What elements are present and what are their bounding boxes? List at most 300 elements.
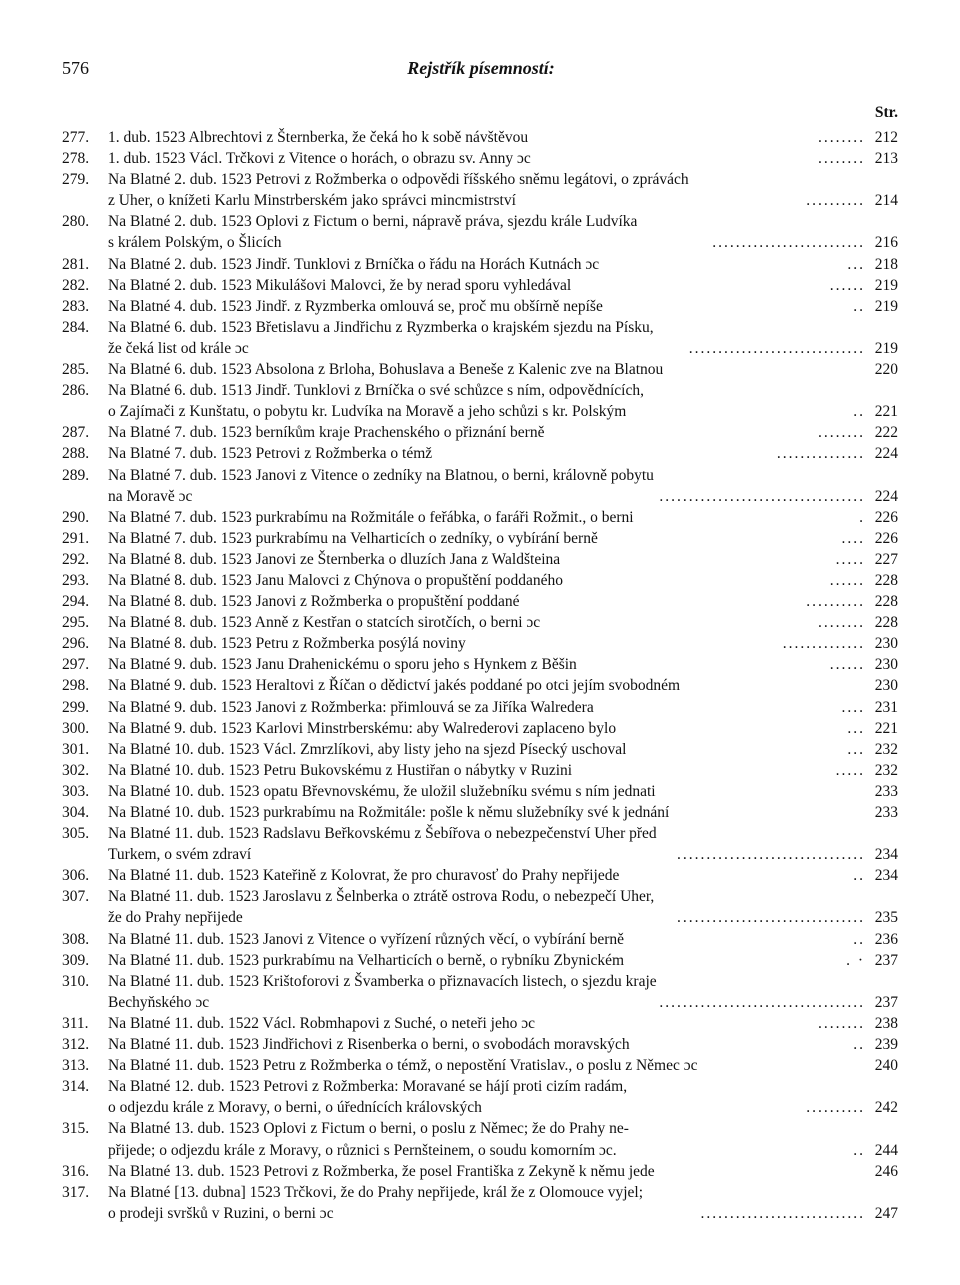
- entry-text: Na Blatné 9. dub. 1523 Karlovi Minstrberskému: aby Walrederovi zaplaceno bylo: [108, 719, 617, 737]
- page-reference: 230: [874, 635, 898, 653]
- entry-line: [108, 401, 898, 422]
- dot-leader: ..........: [806, 1099, 865, 1117]
- entry-text: Na Blatné 11. dub. 1523 Jindřichovi z Risenberka o berni, o svobodách moravských: [108, 1036, 630, 1054]
- page-reference: 227: [874, 550, 898, 568]
- dot-leader: ................................: [677, 909, 865, 927]
- dot-leader: [654, 317, 898, 338]
- entry-number: 289.: [62, 466, 90, 484]
- page-reference: 224: [874, 445, 898, 463]
- entry-line: [108, 549, 898, 570]
- entry-text: že čeká list od krále ɔc: [108, 339, 249, 357]
- entry-number: 298.: [62, 677, 90, 695]
- entry-text: Na Blatné 10. dub. 1523 opatu Břevnovskému, že uložil služebníku svému s ním jednati: [108, 782, 656, 800]
- page-reference: 234: [874, 867, 898, 885]
- page-reference: 222: [874, 424, 898, 442]
- entry-number: 310.: [62, 972, 90, 990]
- entry-text: 1. dub. 1523 Albrechtovi z Šternberka, že čeká ho k sobě návštěvou: [108, 129, 529, 146]
- register-entry: [62, 570, 898, 591]
- entry-number: 295.: [62, 614, 90, 632]
- page-reference: 219: [874, 297, 898, 315]
- dot-leader: ........: [818, 129, 865, 146]
- entry-number: 301.: [62, 740, 90, 758]
- entry-line: [108, 570, 898, 591]
- register-entry: [62, 1034, 898, 1055]
- register-entry: [62, 1055, 898, 1076]
- page-reference: 228: [874, 593, 898, 611]
- page-reference: 232: [874, 740, 898, 758]
- entry-number: 307.: [62, 888, 90, 906]
- entry-body: [108, 718, 898, 739]
- entry-text: Na Blatné 2. dub. 1523 Mikulášovi Malovci, že by nerad sporu vyhledával: [108, 276, 572, 294]
- entry-line: [108, 380, 898, 401]
- entry-line: [108, 633, 898, 654]
- dot-leader: ......: [829, 276, 865, 294]
- entry-line: [108, 148, 898, 169]
- entry-number: 315.: [62, 1120, 90, 1138]
- entry-number: 302.: [62, 761, 90, 779]
- entry-text: o odjezdu krále z Moravy, o berni, o úřednících královských: [108, 1099, 482, 1117]
- entry-body: [108, 1118, 898, 1160]
- dot-leader: [654, 465, 898, 486]
- entry-line: [108, 507, 898, 528]
- entry-number: 292.: [62, 550, 90, 568]
- page-reference: 216: [874, 234, 898, 252]
- page-reference: 224: [874, 487, 898, 505]
- entry-body: [108, 675, 898, 696]
- register-entry: [62, 633, 898, 654]
- entry-line: [108, 254, 898, 275]
- entry-number: 279.: [62, 171, 90, 189]
- entry-line: [108, 929, 898, 950]
- entry-line: [108, 992, 898, 1013]
- register-entry: [62, 697, 898, 718]
- page-column-label: Str.: [874, 104, 898, 121]
- dot-leader: [669, 802, 865, 823]
- dot-leader: ..............................: [688, 339, 865, 357]
- entry-text: Na Blatné 6. dub. 1523 Absolona z Brloha, Bohuslava a Beneše z Kalenic zve na Blatnou: [108, 361, 664, 379]
- entry-text: přijede; o odjezdu krále z Moravy, o různici s Pernšteinem, o soudu komorním ɔc.: [108, 1141, 617, 1159]
- entry-body: [108, 380, 898, 422]
- entry-body: [108, 465, 898, 507]
- dot-leader: [643, 1182, 898, 1203]
- entry-text: Na Blatné 8. dub. 1523 Janovi z Rožmberka o propuštění poddané: [108, 593, 520, 611]
- register-entry: [62, 886, 898, 928]
- dot-leader: [644, 380, 898, 401]
- dot-leader: [680, 675, 865, 696]
- page-reference: 226: [874, 508, 898, 526]
- entry-line: [108, 1203, 898, 1224]
- entry-line: [108, 528, 898, 549]
- entry-body: [108, 802, 898, 823]
- entry-number: 314.: [62, 1078, 90, 1096]
- page-reference: 239: [874, 1036, 898, 1054]
- entry-text: Na Blatné 4. dub. 1523 Jindř. z Ryzmberka omlouvá se, proč mu obšírně nepíše: [108, 297, 603, 315]
- entry-line: [108, 739, 898, 760]
- dot-leader: [663, 359, 865, 380]
- register-entry: [62, 654, 898, 675]
- entry-text: Na Blatné 8. dub. 1523 Janovi ze Šternberka o dluzích Jana z Waldšteina: [108, 550, 561, 568]
- entry-number: 316.: [62, 1162, 90, 1180]
- entry-number: 280.: [62, 213, 90, 231]
- entry-line: [108, 1013, 898, 1034]
- entry-number: 313.: [62, 1057, 90, 1075]
- entry-line: [108, 950, 898, 971]
- entry-line: [108, 718, 898, 739]
- register-entry: [62, 1076, 898, 1118]
- entry-number: 291.: [62, 529, 90, 547]
- page-reference: 212: [874, 129, 898, 146]
- register-entry: [62, 950, 898, 971]
- register-entry: [62, 317, 898, 359]
- page-reference: 219: [874, 339, 898, 357]
- entry-body: [108, 1076, 898, 1118]
- entry-line: [108, 907, 898, 928]
- entry-body: [108, 127, 898, 148]
- register-entry: [62, 443, 898, 464]
- entry-line: [108, 422, 898, 443]
- register-entry: [62, 781, 898, 802]
- entry-line: [108, 675, 898, 696]
- entry-number: 285.: [62, 361, 90, 379]
- entry-body: [108, 507, 898, 528]
- dot-leader: ....: [841, 529, 865, 547]
- page-reference: 230: [874, 677, 898, 695]
- entry-text: o Zajímači z Kunštatu, o pobytu kr. Ludvíka na Moravě a jeho schůzi s kr. Polským: [108, 403, 627, 421]
- page-reference: 235: [874, 909, 898, 927]
- entry-text: Na Blatné 11. dub. 1523 Kateřině z Kolovrat, že pro churavosť do Prahy nepřijede: [108, 867, 620, 885]
- entry-line: [108, 760, 898, 781]
- entry-body: [108, 591, 898, 612]
- entry-text: Na Blatné 11. dub. 1523 Radslavu Beřkovskému z Šebířova o nebezpečenství Uher před: [108, 825, 657, 843]
- page-reference: 242: [874, 1099, 898, 1117]
- dot-leader: ..............: [782, 635, 865, 653]
- register-entry: [62, 169, 898, 211]
- entry-number: 305.: [62, 825, 90, 843]
- entry-body: [108, 886, 898, 928]
- entry-body: [108, 950, 898, 971]
- dot-leader: ...................................: [659, 993, 865, 1011]
- entry-body: [108, 929, 898, 950]
- entry-number: 281.: [62, 255, 90, 273]
- page-reference: 246: [874, 1162, 898, 1180]
- dot-leader: .....: [835, 550, 865, 568]
- entry-line: [108, 486, 898, 507]
- dot-leader: [627, 1076, 898, 1097]
- entry-text: Na Blatné 9. dub. 1523 Janu Drahenickému o sporu jeho s Hynkem z Běšin: [108, 656, 577, 674]
- entry-text: o prodeji svršků v Ruzini, o berni ɔc: [108, 1204, 334, 1222]
- entry-line: [108, 1118, 898, 1139]
- dot-leader: ...: [847, 740, 865, 758]
- dot-leader: ...................................: [659, 487, 865, 505]
- dot-leader: ..: [853, 867, 865, 885]
- page-reference: 228: [874, 571, 898, 589]
- register-entry: [62, 591, 898, 612]
- dot-leader: ........: [818, 424, 865, 442]
- entry-body: [108, 528, 898, 549]
- register-entry: [62, 1161, 898, 1182]
- entry-number: 306.: [62, 867, 90, 885]
- entry-line: [108, 1161, 898, 1182]
- entry-text: Na Blatné 6. dub. 1513 Jindř. Tunklovi z Brníčka o své schůzce s ním, odpovědnících,: [108, 382, 644, 400]
- entry-line: [108, 1076, 898, 1097]
- dot-leader: [689, 169, 898, 190]
- dot-leader: ..........: [806, 593, 865, 611]
- entry-text: Na Blatné 7. dub. 1523 purkrabímu na Velharticích o zedníky, o vybírání berně: [108, 529, 598, 547]
- register-entry: [62, 802, 898, 823]
- entry-body: [108, 317, 898, 359]
- register-entry: [62, 612, 898, 633]
- page-reference: 220: [874, 361, 898, 379]
- register-entry: [62, 971, 898, 1013]
- dot-leader: ........: [818, 150, 865, 168]
- entry-text: Na Blatné 9. dub. 1523 Janovi z Rožmberka: přimlouvá se za Jiříka Walredera: [108, 698, 594, 716]
- entry-text: Na Blatné 11. dub. 1523 purkrabímu na Velharticích o berně, o rybníku Zbynickém: [108, 951, 625, 969]
- page-reference: 233: [874, 782, 898, 800]
- entry-body: [108, 570, 898, 591]
- entry-number: 303.: [62, 782, 90, 800]
- entry-number: 278.: [62, 150, 90, 168]
- entry-text: Na Blatné 2. dub. 1523 Oplovi z Fictum o berni, nápravě práva, sjezdu krále Ludvíka: [108, 213, 638, 231]
- entry-body: [108, 1034, 898, 1055]
- page-reference: 240: [874, 1057, 898, 1075]
- entry-text: Na Blatné 7. dub. 1523 Janovi z Vitence o zedníky na Blatnou, o berni, královně pobytu: [108, 466, 654, 484]
- page-reference: 237: [874, 951, 898, 969]
- entry-body: [108, 612, 898, 633]
- entry-number: 312.: [62, 1036, 90, 1054]
- dot-leader: ..: [853, 930, 865, 948]
- page-reference: 228: [874, 614, 898, 632]
- dot-leader: ...............: [776, 445, 865, 463]
- dot-leader: [657, 823, 898, 844]
- entry-body: [108, 1182, 898, 1224]
- entry-line: [108, 211, 898, 232]
- entry-line: [108, 169, 898, 190]
- entry-number: 283.: [62, 297, 90, 315]
- entry-body: [108, 739, 898, 760]
- register-entry: [62, 739, 898, 760]
- entry-number: 293.: [62, 571, 90, 589]
- dot-leader: ...: [847, 255, 865, 273]
- register-entry: [62, 380, 898, 422]
- dot-leader: ..: [853, 403, 865, 421]
- entry-text: Na Blatné 8. dub. 1523 Anně z Kestřan o statcích sirotčích, o berni ɔc: [108, 614, 541, 632]
- entry-body: [108, 359, 898, 380]
- dot-leader: [654, 886, 898, 907]
- dot-leader: ..........: [806, 192, 865, 210]
- entry-text: s králem Polským, o Šlicích: [108, 234, 282, 252]
- entry-text: Turkem, o svém zdraví: [108, 846, 252, 864]
- entry-text: Na Blatné 12. dub. 1523 Petrovi z Rožmberka: Moravané se hájí proti cizím radám,: [108, 1078, 628, 1096]
- entry-body: [108, 865, 898, 886]
- entry-line: [108, 338, 898, 359]
- dot-leader: . ·: [846, 951, 865, 969]
- register-entry: [62, 275, 898, 296]
- dot-leader: ...: [847, 719, 865, 737]
- register-entry: [62, 507, 898, 528]
- entry-body: [108, 1055, 898, 1076]
- register-entry: [62, 549, 898, 570]
- entry-line: [108, 275, 898, 296]
- entry-line: [108, 359, 898, 380]
- register-entries: [62, 127, 898, 1224]
- page-reference: 226: [874, 529, 898, 547]
- entry-number: 294.: [62, 593, 90, 611]
- register-entry: [62, 929, 898, 950]
- register-entry: [62, 1182, 898, 1224]
- entry-number: 317.: [62, 1183, 90, 1201]
- dot-leader: ..........................: [712, 234, 865, 252]
- page-reference: 218: [874, 255, 898, 273]
- page-reference: 238: [874, 1014, 898, 1032]
- entry-line: [108, 654, 898, 675]
- entry-line: [108, 1182, 898, 1203]
- entry-body: [108, 1161, 898, 1182]
- entry-line: [108, 127, 898, 148]
- dot-leader: ................................: [677, 846, 865, 864]
- entry-body: [108, 169, 898, 211]
- entry-line: [108, 1097, 898, 1118]
- register-entry: [62, 760, 898, 781]
- entry-text: Na Blatné 7. dub. 1523 Petrovi z Rožmberka o témž: [108, 445, 433, 463]
- entry-body: [108, 633, 898, 654]
- entry-number: 286.: [62, 382, 90, 400]
- entry-text: Na Blatné 10. dub. 1523 Václ. Zmrzlíkovi, aby listy jeho na sjezd Písecký uschoval: [108, 740, 627, 758]
- page-reference: 221: [874, 403, 898, 421]
- entry-line: [108, 612, 898, 633]
- register-entry: [62, 718, 898, 739]
- entry-number: 309.: [62, 951, 90, 969]
- page-reference: 233: [874, 804, 898, 821]
- register-entry: [62, 211, 898, 253]
- entry-text: Na Blatné 11. dub. 1523 Petru z Rožmberka o témž, o nepostění Vratislav., o poslu z Němec ɔc: [108, 1057, 698, 1075]
- entry-body: [108, 971, 898, 1013]
- dot-leader: ....: [841, 698, 865, 716]
- entry-number: 304.: [62, 804, 90, 821]
- entry-body: [108, 654, 898, 675]
- entry-text: že do Prahy nepřijede: [108, 909, 243, 927]
- entry-line: [108, 232, 898, 253]
- page-reference: 234: [874, 846, 898, 864]
- entry-body: [108, 443, 898, 464]
- entry-number: 296.: [62, 635, 90, 653]
- entry-number: 311.: [62, 1014, 89, 1032]
- entry-line: [108, 190, 898, 211]
- entry-body: [108, 148, 898, 169]
- register-entry: [62, 465, 898, 507]
- entry-text: Na Blatné 13. dub. 1523 Oplovi z Fictum o berni, o poslu z Němec; že do Prahy ne-: [108, 1120, 629, 1138]
- entry-number: 284.: [62, 318, 90, 336]
- entry-text: Na Blatné 9. dub. 1523 Heraltovi z Říčan o dědictví jakés poddané po otci jejím svobodném: [108, 677, 681, 695]
- entry-text: Na Blatné 8. dub. 1523 Janu Malovci z Chýnova o propuštění poddaného: [108, 571, 564, 589]
- entry-text: Bechyňského ɔc: [108, 993, 210, 1011]
- entry-text: Na Blatné 7. dub. 1523 purkrabímu na Rožmitále o feřábka, o faráři Rožmit., o berni: [108, 508, 634, 526]
- entry-text: Na Blatné 11. dub. 1523 Janovi z Vitence o vyřízení různých věcí, o vybírání berně: [108, 930, 625, 948]
- dot-leader: ......: [829, 571, 865, 589]
- dot-leader: [656, 781, 865, 802]
- dot-leader: ..: [853, 1036, 865, 1054]
- dot-leader: [698, 1055, 866, 1076]
- entry-line: [108, 844, 898, 865]
- page-reference: 244: [874, 1141, 898, 1159]
- entry-body: [108, 1013, 898, 1034]
- entry-text: Na Blatné 10. dub. 1523 purkrabímu na Rožmitále: pošle k němu služebníky své k jednání: [108, 804, 670, 821]
- page-reference: 219: [874, 276, 898, 294]
- entry-body: [108, 254, 898, 275]
- register-entry: [62, 528, 898, 549]
- entry-line: [108, 802, 898, 823]
- page-reference: 236: [874, 930, 898, 948]
- entry-line: [108, 823, 898, 844]
- entry-text: na Moravě ɔc: [108, 487, 193, 505]
- page-reference: 247: [874, 1204, 898, 1222]
- entry-number: 308.: [62, 930, 90, 948]
- entry-text: Na Blatné 6. dub. 1523 Břetislavu a Jindřichu z Ryzmberka o krajském sjezdu na Písku,: [108, 318, 654, 336]
- register-entry: [62, 296, 898, 317]
- entry-body: [108, 781, 898, 802]
- dot-leader: [637, 211, 898, 232]
- register-entry: [62, 865, 898, 886]
- dot-leader: ......: [829, 656, 865, 674]
- dot-leader: [657, 971, 898, 992]
- entry-line: [108, 317, 898, 338]
- entry-body: [108, 760, 898, 781]
- entry-line: [108, 443, 898, 464]
- page-number: 576: [62, 58, 89, 78]
- dot-leader: .: [859, 508, 865, 526]
- register-entry: [62, 254, 898, 275]
- page-reference: 213: [874, 150, 898, 168]
- dot-leader: .....: [835, 761, 865, 779]
- entry-number: 288.: [62, 445, 90, 463]
- entry-line: [108, 865, 898, 886]
- entry-body: [108, 211, 898, 253]
- entry-body: [108, 422, 898, 443]
- register-entry: [62, 1013, 898, 1034]
- entry-line: [108, 591, 898, 612]
- entry-text: Na Blatné 2. dub. 1523 Jindř. Tunklovi z Brníčka o řádu na Horách Kutnách ɔc: [108, 255, 600, 273]
- entry-text: Na Blatné 10. dub. 1523 Petru Bukovskému z Hustiřan o nábytky v Ruzini: [108, 761, 573, 779]
- entry-number: 300.: [62, 719, 90, 737]
- page-reference: 231: [874, 698, 898, 716]
- entry-number: 299.: [62, 698, 90, 716]
- dot-leader: ..: [853, 297, 865, 315]
- dot-leader: ............................: [700, 1204, 865, 1222]
- dot-leader: ........: [818, 1014, 865, 1032]
- page-header: [62, 58, 900, 86]
- running-title: Rejstřík písemností:: [407, 58, 555, 78]
- register-entry: [62, 148, 898, 169]
- entry-number: 287.: [62, 424, 90, 442]
- entry-text: Na Blatné 2. dub. 1523 Petrovi z Rožmberka o odpovědi říšského sněmu legátovi, o zprávách: [108, 171, 689, 189]
- register-entry: [62, 675, 898, 696]
- entry-number: 282.: [62, 276, 90, 294]
- entry-text: Na Blatné 8. dub. 1523 Petru z Rožmberka posýlá noviny: [108, 635, 466, 653]
- page-reference: 221: [874, 719, 898, 737]
- page-reference: 237: [874, 993, 898, 1011]
- register-entry: [62, 823, 898, 865]
- dot-leader: [629, 1118, 898, 1139]
- entry-number: 297.: [62, 656, 90, 674]
- entry-number: 277.: [62, 129, 90, 146]
- entry-line: [108, 1055, 898, 1076]
- register-entry: [62, 127, 898, 148]
- entry-text: z Uher, o knížeti Karlu Minstrberském jako správci mincmistrství: [108, 192, 516, 210]
- page-reference: 230: [874, 656, 898, 674]
- entry-body: [108, 275, 898, 296]
- entry-text: 1. dub. 1523 Václ. Trčkovi z Vitence o horách, o obrazu sv. Anny ɔc: [108, 150, 531, 168]
- page-reference: 214: [874, 192, 898, 210]
- entry-line: [108, 1034, 898, 1055]
